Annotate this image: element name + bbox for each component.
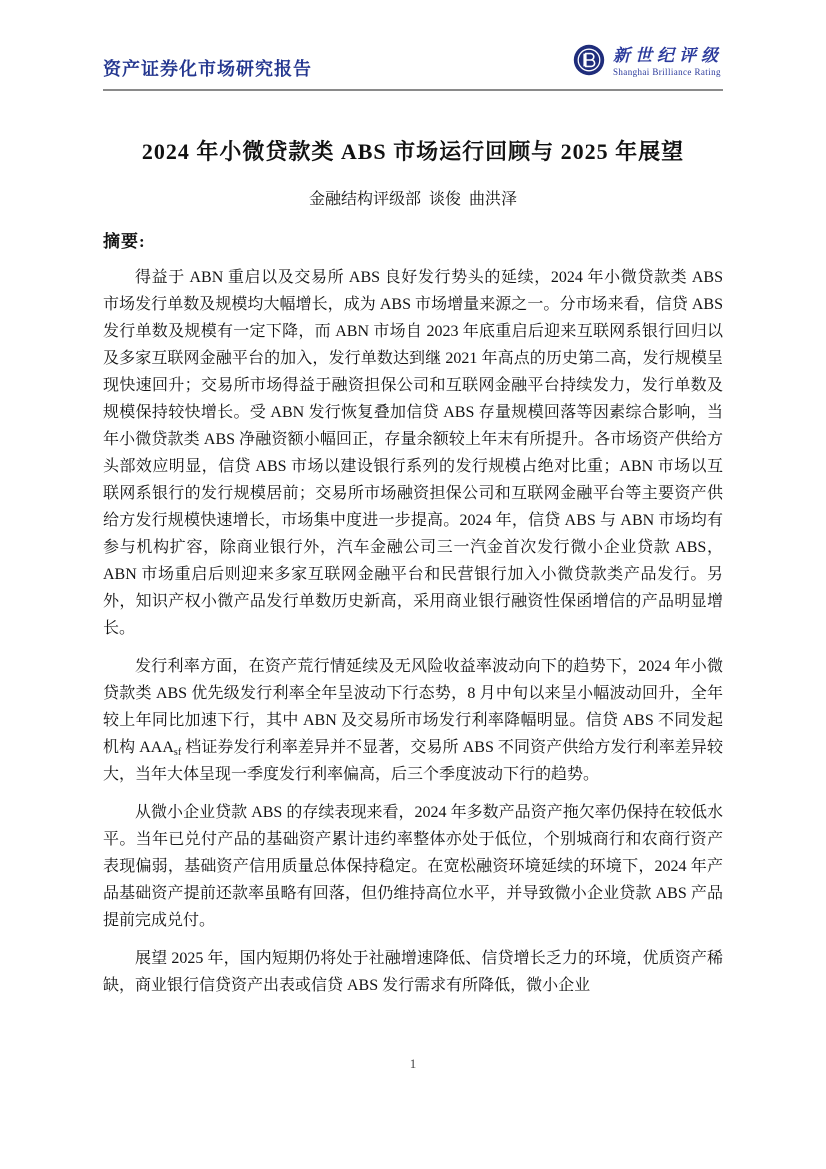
abstract-paragraph-1: 得益于 ABN 重启以及交易所 ABS 良好发行势头的延续，2024 年小微贷款类 ABS 市场发行单数及规模均大幅增长，成为 ABS 市场增量来源之一。分市场来看，信贷 ABS 发行单数及规模有一定下降，而 ABN 市场自 2023 年底重启后迎来互联网系银行回归以及多家互联网金融平台的加入，发行单数达到继 2021 年高点的历史第二高，发行规模呈现快速回升；交易所市场得益于融资担保公司和互联网金融平台持续发力，发行单数及规模保持较快增长。受 ABN 发行恢复叠加信贷 ABS 存量规模回落等因素综合影响，当年小微贷款类 ABS 净融资额小幅回正，存量余额较上年末有所提升。各市场资产供给方头部效应明显，信贷 ABS 市场以建设银行系列的发行规模占绝对比重；ABN 市场以互联网系银行的发行规模居前；交易所市场融资担保公司和互联网金融平台等主要资产供给方发行规模快速增长，市场集中度进一步提高。2024 年，信贷 ABS 与 ABN 市场均有参与机构扩容，除商业银行外，汽车金融公司三一汽金首次发行微小企业贷款 ABS，ABN 市场重启后则迎来多家互联网金融平台和民营银行加入小微贷款类产品发行。另外，知识产权小微产品发行单数历史新高，采用商业银行融资性保函增信的产品明显增长。 (103, 269, 723, 637)
abstract-paragraph-3: 从微小企业贷款 ABS 的存续表现来看，2024 年多数产品资产拖欠率仍保持在较低水平。当年已兑付产品的基础资产累计违约率整体亦处于低位，个别城商行和农商行资产表现偏弱，基础资产信用质量总体保持稳定。在宽松融资环境延续的环境下，2024 年产品基础资产提前还款率虽略有回落，但仍维持高位水平，并导致微小企业贷款 ABS 产品提前完成兑付。 (103, 804, 723, 929)
article-byline: 金融结构评级部 谈俊 曲洪泽 (308, 191, 517, 208)
abstract-body (103, 264, 723, 999)
page-number: 1 (409, 1056, 417, 1071)
brand (573, 44, 723, 83)
abstract-paragraph-2-text: 发行利率方面，在资产荒行情延续及无风险收益率波动向下的趋势下，2024 年小微贷款类 ABS 优先级发行利率全年呈波动下行态势，8 月中旬以来呈小幅波动回升，全年较上年同比加速下行，其中 ABN 及交易所市场发行利率降幅明显。信贷 ABS 不同发起机构 AAA (103, 658, 723, 756)
abstract-paragraph-4: 展望 2025 年，国内短期仍将处于社融增速降低、信贷增长乏力的环境，优质资产稀缺，商业银行信贷资产出表或信贷 ABS 发行需求有所降低，微小企业 (103, 950, 723, 994)
article-title: 2024 年小微贷款类 ABS 市场运行回顾与 2025 年展望 (141, 139, 685, 164)
abstract-paragraph-2-text-continued: 档证券发行利率差异并不显著，交易所 ABS 不同资产供给方发行利率差异较大，当年大体呈现一季度发行利率偏高，后三个季度波动下行的趋势。 (103, 739, 723, 783)
abstract-label: 摘要: (103, 232, 146, 251)
abstract-paragraph-2 (103, 653, 723, 788)
report-type-label: 资产证券化市场研究报告 (103, 59, 312, 79)
brand-name-en: Shanghai Brilliance Rating (613, 66, 721, 77)
brand-logo-icon (573, 44, 605, 81)
brand-text (613, 47, 723, 78)
brand-name-cn: 新世纪评级 (613, 46, 723, 66)
report-header (103, 44, 723, 91)
aaa-sf-subscript: sf (173, 747, 182, 758)
